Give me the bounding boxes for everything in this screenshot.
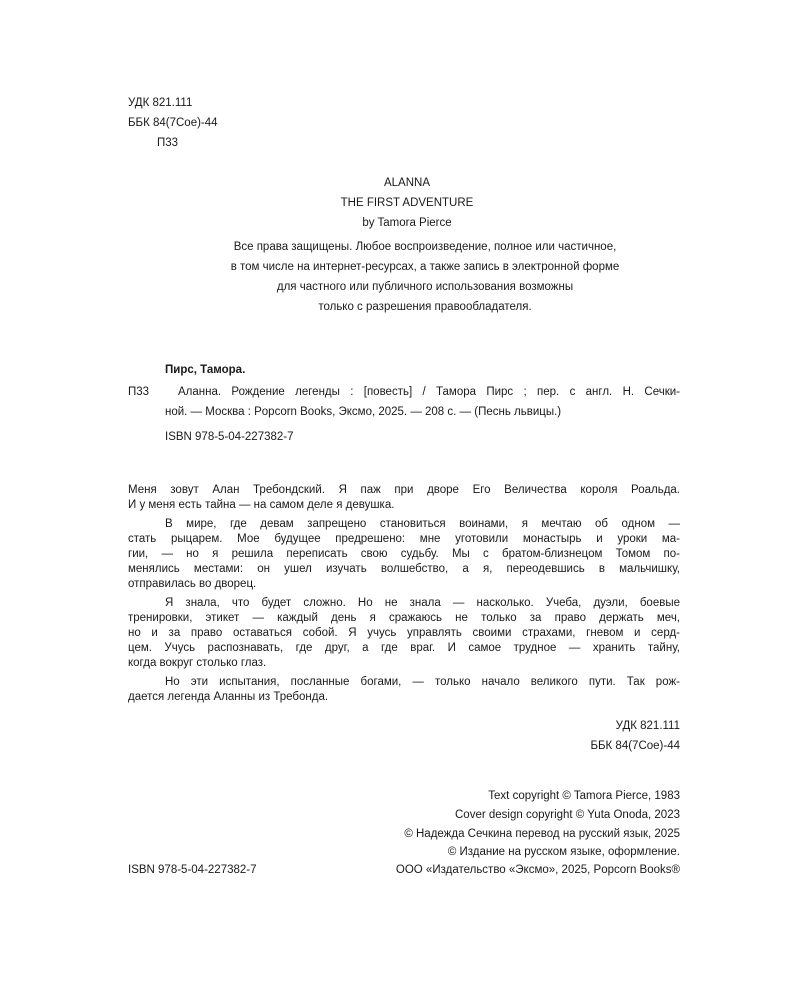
annotation-line: стать рыцарем. Мое будущее предрешено: мне уготовили монастырь и уроки ма- bbox=[128, 533, 680, 545]
annotation-line: Я знала, что будет сложно. Но не знала — насколько. Учеба, дуэли, боевые bbox=[165, 597, 680, 609]
copyright-line: © Издание на русском языке, оформление. bbox=[447, 846, 680, 858]
bibliography-author: Пирс, Тамора. bbox=[165, 364, 246, 376]
original-author: by Tamora Pierce bbox=[362, 217, 452, 229]
annotation-line: цем. Учусь распознавать, где друг, а где враг. И самое трудное — хранить тайну, bbox=[128, 642, 680, 654]
annotation-line: Меня зовут Алан Требондский. Я паж при дворе Его Величества короля Роальда. bbox=[128, 484, 680, 496]
original-subtitle: THE FIRST ADVENTURE bbox=[340, 197, 474, 209]
annotation-line: И у меня есть тайна — на самом деле я девушка. bbox=[128, 499, 395, 511]
copyright-line: ООО «Издательство «Эксмо», 2025, Popcorn Books® bbox=[395, 864, 680, 876]
annotation-line: В мире, где девам запрещено становиться воинами, я мечтаю об одном — bbox=[165, 518, 680, 530]
bibliography-line: Аланна. Рождение легенды : [повесть] / Тамора Пирс ; пер. с англ. Н. Сечки- bbox=[178, 386, 680, 398]
annotation-line: менялись местами: он ушел изучать волшебство, а я, переодевшись в мальчишку, bbox=[128, 563, 680, 575]
original-title: ALANNA bbox=[383, 177, 431, 189]
copyright-line: Cover design copyright © Yuta Onoda, 2023 bbox=[455, 809, 680, 821]
annotation-line: гии, — но я решила переписать свою судьбу. Мы с братом-близнецом Томом по- bbox=[128, 548, 680, 560]
isbn-bottom: ISBN 978-5-04-227382-7 bbox=[128, 864, 257, 876]
bibliography-line: ной. — Москва : Popcorn Books, Эксмо, 2025. — 208 с. — (Песнь львицы.) bbox=[165, 406, 562, 418]
annotation-line: но и за право оставаться собой. Я учусь управлять своими страхами, гневом и серд- bbox=[128, 627, 680, 639]
annotation-line: дается легенда Аланны из Требонда. bbox=[128, 691, 329, 703]
annotation-line: Но эти испытания, посланные богами, — только начало великого пути. Так рож- bbox=[165, 676, 680, 688]
udk-code: УДК 821.111 bbox=[128, 97, 193, 109]
bbk-code-bottom: ББК 84(7Сое)-44 bbox=[590, 740, 680, 752]
udk-code-bottom: УДК 821.111 bbox=[615, 720, 680, 732]
author-mark: П33 bbox=[157, 137, 179, 149]
rights-line: в том числе на интернет-ресурсах, а также запись в электронной форме bbox=[230, 261, 620, 273]
bibliography-mark: П33 bbox=[128, 386, 150, 398]
rights-line: Все права защищены. Любое воспроизведение, полное или частичное, bbox=[233, 241, 617, 253]
rights-line: только с разрешения правообладателя. bbox=[318, 301, 532, 313]
bbk-code: ББК 84(7Сое)-44 bbox=[128, 117, 218, 129]
copyright-line: © Надежда Сечкина перевод на русский язык, 2025 bbox=[404, 828, 680, 840]
annotation-line: тренировки, этикет — каждый день я сражаюсь не только за право держать меч, bbox=[128, 612, 680, 624]
annotation-line: когда вокруг столько глаз. bbox=[128, 657, 267, 669]
annotation-line: отправилась во дворец. bbox=[128, 578, 257, 590]
rights-line: для частного или публичного использования возможны bbox=[276, 281, 574, 293]
bibliography-isbn: ISBN 978-5-04-227382-7 bbox=[165, 431, 294, 443]
copyright-line: Text copyright © Tamora Pierce, 1983 bbox=[488, 790, 680, 802]
